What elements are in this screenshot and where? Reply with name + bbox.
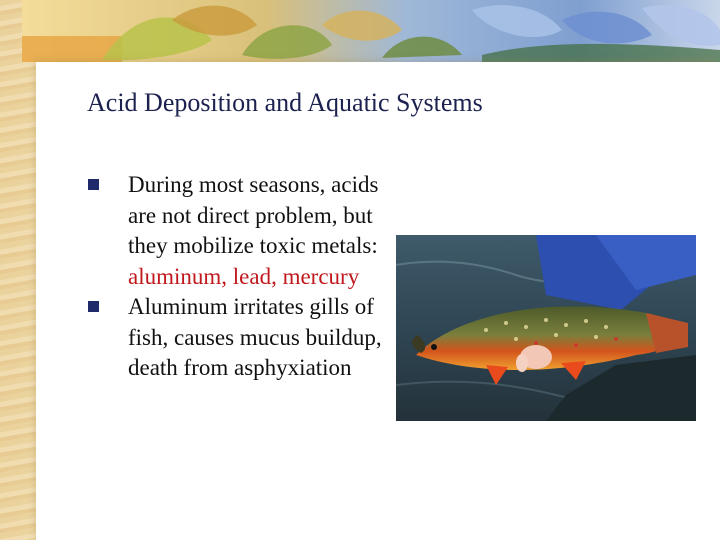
slide-title: Acid Deposition and Aquatic Systems xyxy=(87,88,483,117)
bullet-text: Aluminum irritates gills of fish, causes mucus buildup, death from asphyxiation xyxy=(128,294,382,380)
paper-texture-strip xyxy=(0,0,40,540)
square-bullet-icon xyxy=(88,301,99,312)
trout-photo xyxy=(396,235,696,421)
square-bullet-icon xyxy=(88,179,99,190)
bullet-item xyxy=(88,170,388,292)
bullet-item xyxy=(88,292,388,384)
bullet-highlight-text: aluminum, lead, mercury xyxy=(128,263,360,289)
bullet-list xyxy=(88,170,388,384)
decorative-leaf-banner xyxy=(22,0,720,62)
bullet-text: During most seasons, acids are not direct problem, but they mobilize toxic metals: xyxy=(128,172,379,258)
